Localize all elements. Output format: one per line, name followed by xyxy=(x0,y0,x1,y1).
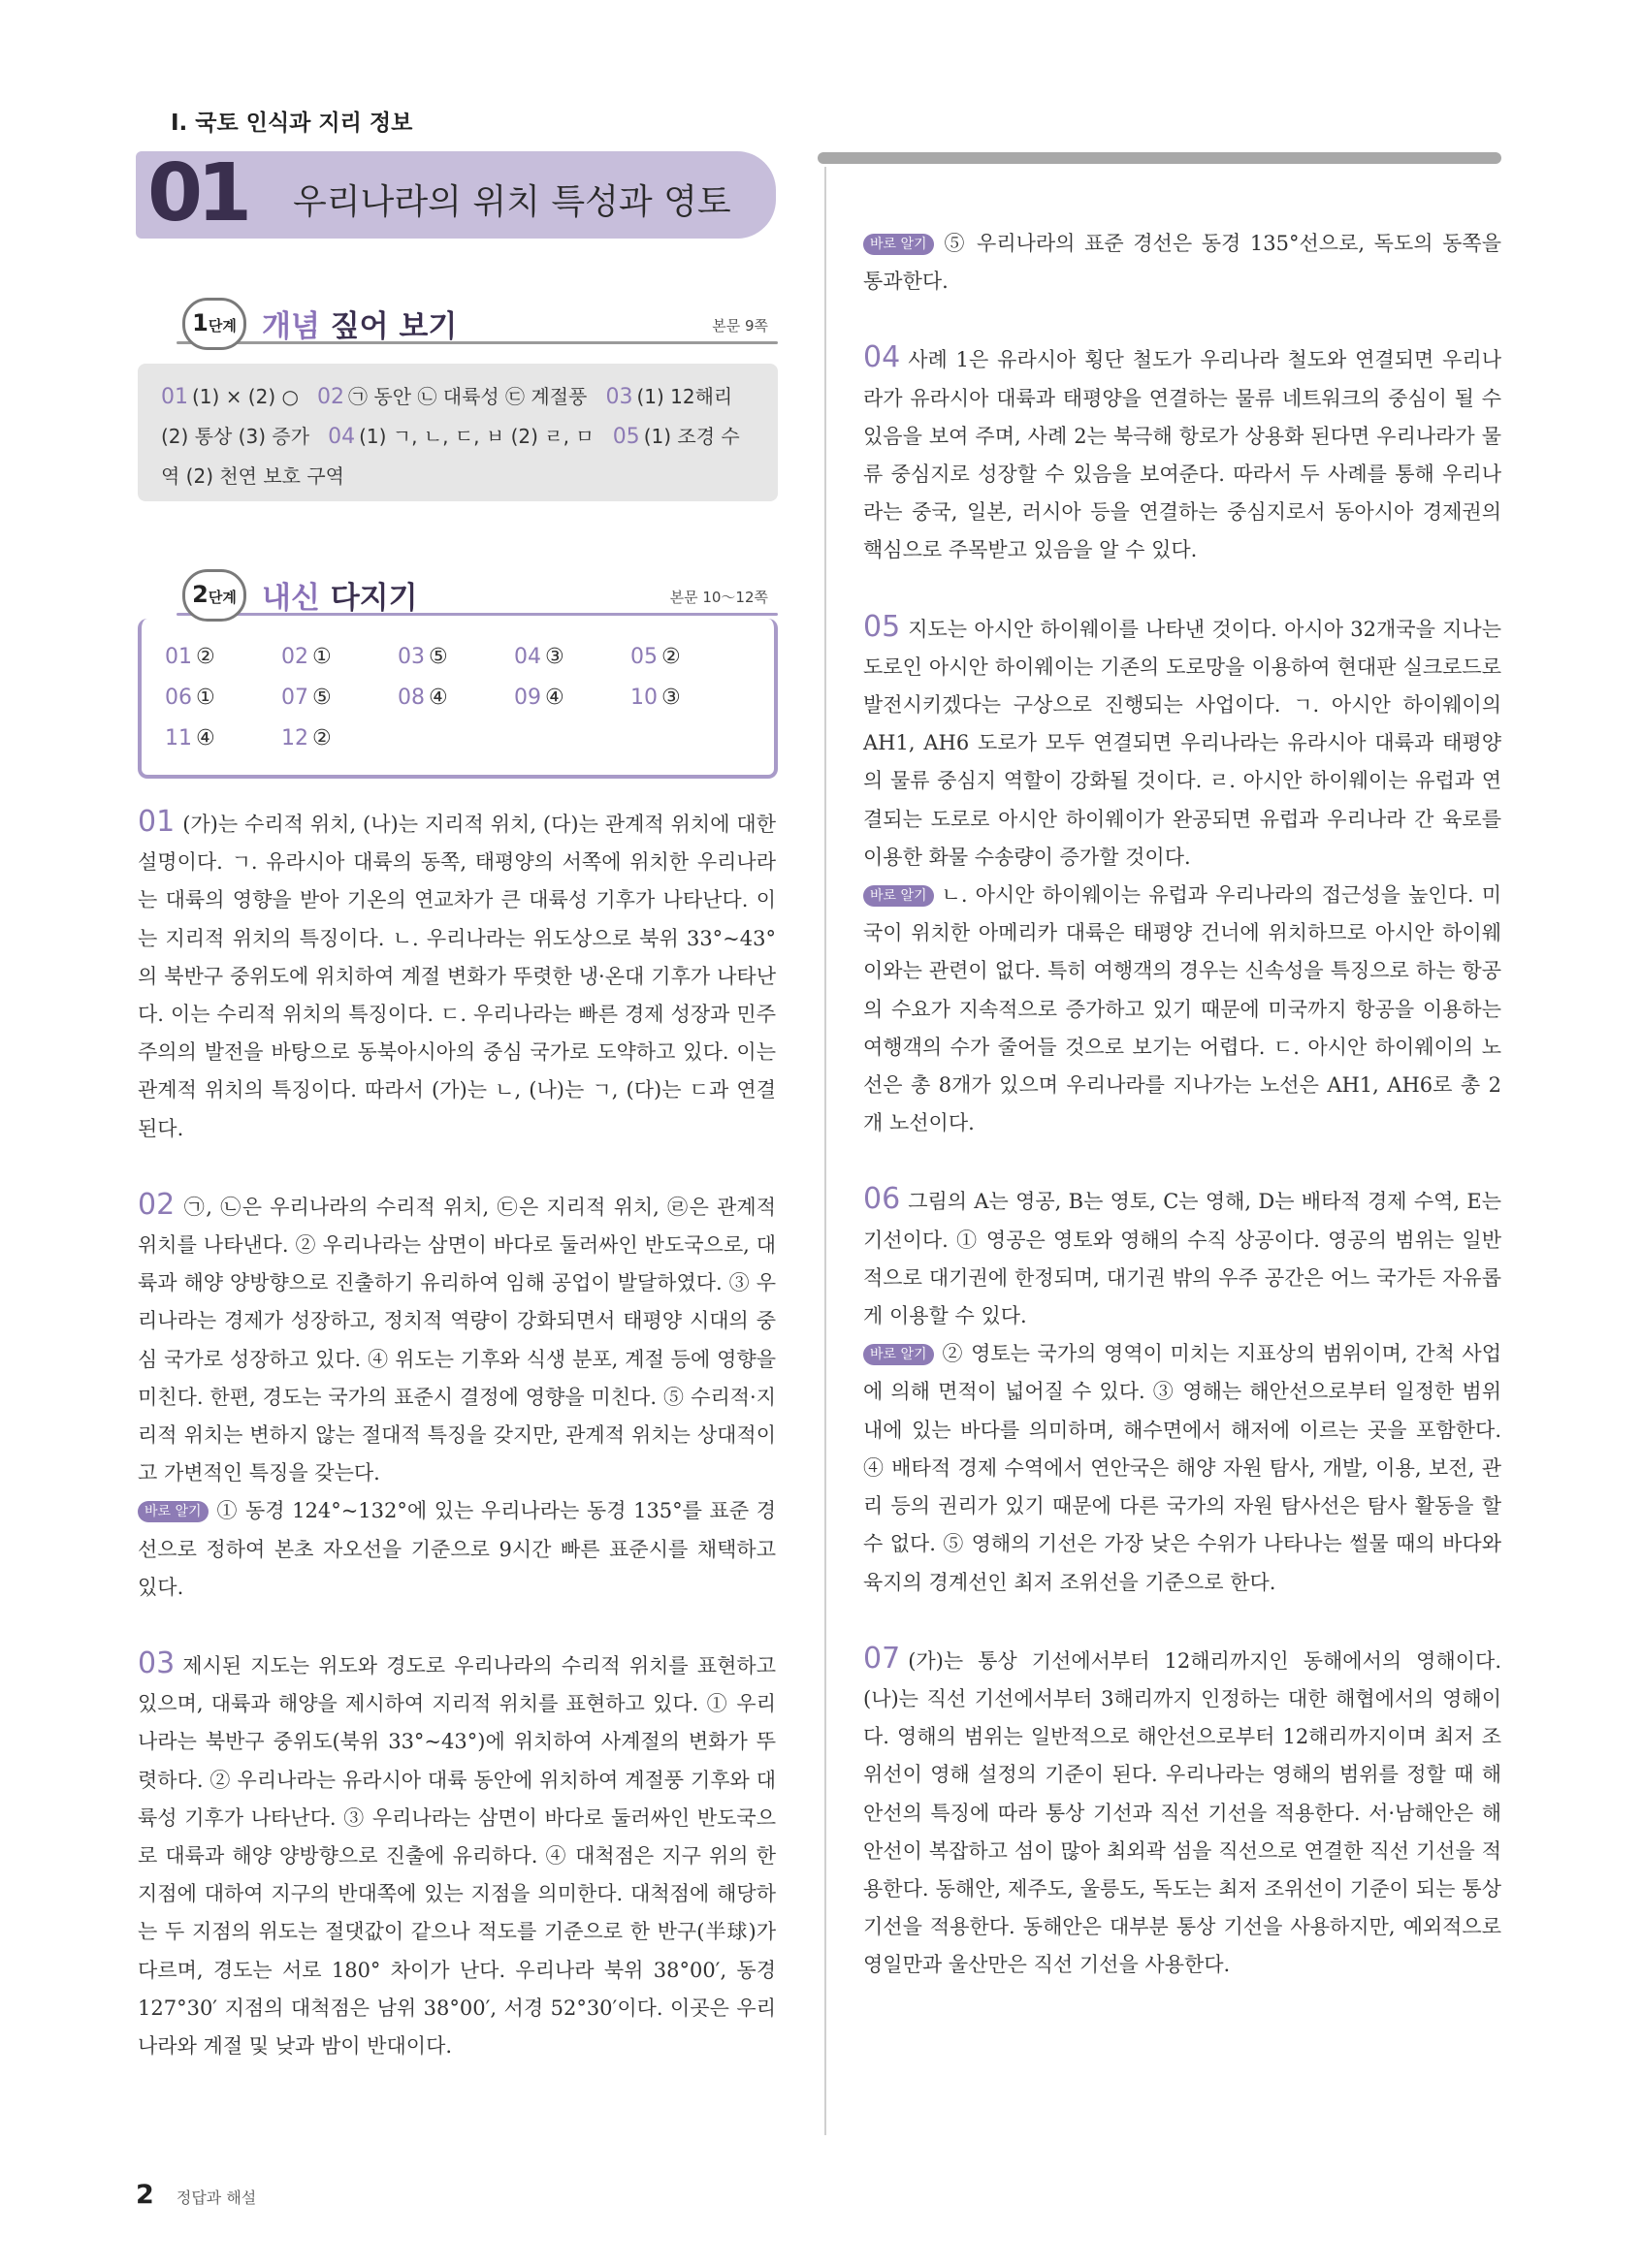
answer-cell: 11 ④ xyxy=(165,726,215,751)
question-number: 02 xyxy=(138,1187,176,1222)
step1-page-ref: 본문 9쪽 xyxy=(712,317,768,335)
answer-cell: 05 ② xyxy=(630,645,681,669)
step2-badge: 2단계 xyxy=(182,569,246,622)
step2-answer-box xyxy=(138,619,778,779)
correct-tag: 바로 알기 xyxy=(863,1344,934,1365)
step1-title: 개념 짚어 보기 xyxy=(262,309,458,344)
answer-cell: 09 ④ xyxy=(514,686,564,710)
right-column-top-bar xyxy=(818,152,1501,164)
question-number: 05 xyxy=(863,609,901,644)
answer-paragraph: 06 그림의 A는 영공, B는 영토, C는 영해, D는 배타적 경제 수역, E는 기선이다. ① 영공은 영토와 영해의 수직 상공이다. 영공의 범위는 일반적으로 대기권에 한정되며, 대기권 밖의 우주 공간은 어느 국가든 자유롭게 이용할 수 있다. 바로 알기 ② 영토는 국가의 영역이 미치는 지표상의 범위이며, 간척 사업에 의해 면적이 넓어질 수 있다. ③ 영해는 해안선으로부터 일정한 범위 내에 있는 바다를 의미하며, 해수면에서 해저에 이르는 곳을 포함한다. ④ 배타적 경제 수역에서 연안국은 해양 자원 탐사, 개발, 이용, 보전, 관리 등의 권리가 있기 때문에 다른 국가의 자원 탐사선은 탐사 활동을 할 수 없다. ⑤ 영해의 기선은 가장 낮은 수위가 나타나는 썰물 때의 바다와 육지의 경계선인 최저 조위선을 기준으로 한다. xyxy=(863,1182,1501,1594)
question-number: 01 xyxy=(138,805,176,839)
step2-header xyxy=(138,567,778,625)
step2-page-ref: 본문 10～12쪽 xyxy=(669,589,768,606)
unit-title-banner xyxy=(136,147,776,240)
unit-title: 우리나라의 위치 특성과 영토 xyxy=(293,182,731,222)
answer-paragraph: 05 지도는 아시안 하이웨이를 나타낸 것이다. 아시아 32개국을 지나는 도로인 아시안 하이웨이는 기존의 도로망을 이용하여 현대판 실크로드로 발전시키겠다는 구상으로 진행되는 사업이다. ㄱ. 아시안 하이웨이의 AH1, AH6 도로가 모두 연결되면 우리나라는 유라시아 대륙과 태평양의 물류 중심지 역할이 강화될 것이다. ㄹ. 아시안 하이웨이는 유럽과 연결되는 도로로 아시안 하이웨이가 완공되면 유럽과 우리나라 간 육로를 이용한 화물 수송량이 증가할 것이다. 바로 알기 ㄴ. 아시안 하이웨이는 유럽과 우리나라의 접근성을 높인다. 미국이 위치한 아메리카 대륙은 태평양 건너에 위치하므로 아시안 하이웨이와는 관련이 없다. 특히 여행객의 경우는 신속성을 특징으로 하는 항공의 수요가 지속적으로 증가하고 있기 때문에 미국까지 항공을 이용하는 여행객의 수가 줄어들 것으로 보기는 어렵다. ㄷ. 아시안 하이웨이의 노선은 총 8개가 있으며 우리나라를 지나가는 노선은 AH1, AH6로 총 2개 노선이다. xyxy=(863,609,1501,1135)
answer-cell: 08 ④ xyxy=(398,686,448,710)
answer-paragraph: 02 ㉠, ㉡은 우리나라의 수리적 위치, ㉢은 지리적 위치, ㉣은 관계적 위치를 나타낸다. ② 우리나라는 삼면이 바다로 둘러싸인 반도국으로, 대륙과 해양 양방향으로 진출하기 유리하여 임해 공업이 발달하였다. ③ 우리나라는 경제가 성장하고, 정치적 역량이 강화되면서 태평양 시대의 중심 국가로 성장하고 있다. ④ 위도는 기후와 식생 분포, 계절 등에 영향을 미친다. 한편, 경도는 국가의 표준시 결정에 영향을 미친다. ⑤ 수리적·지리적 위치는 변하지 않는 절대적 특징을 갖지만, 관계적 위치는 상대적이고 가변적인 특징을 갖는다. 바로 알기 ① 동경 124°~132°에 있는 우리나라는 동경 135°를 표준 경선으로 정하여 본초 자오선을 기준으로 9시간 빠른 표준시를 채택하고 있다. xyxy=(138,1187,776,1599)
answer-cell: 12 ② xyxy=(281,726,332,751)
answer-paragraph: 바로 알기 ⑤ 우리나라의 표준 경선은 동경 135°선으로, 독도의 동쪽을 통과한다. xyxy=(863,232,1501,294)
answer-paragraph: 01 (가)는 수리적 위치, (나)는 지리적 위치, (다)는 관계적 위치에 대한 설명이다. ㄱ. 유라시아 대륙의 동쪽, 태평양의 서쪽에 위치한 우리나라는 대륙의 영향을 받아 기온의 연교차가 큰 대륙성 기후가 나타난다. 이는 지리적 위치의 특징이다. ㄴ. 우리나라는 위도상으로 북위 33°~43°의 북반구 중위도에 위치하여 계절 변화가 뚜렷한 냉·온대 기후가 나타난다. 이는 수리적 위치의 특징이다. ㄷ. 우리나라는 빠른 경제 성장과 민주주의의 발전을 바탕으로 동북아시아의 중심 국가로 도약하고 있다. 이는 관계적 위치의 특징이다. 따라서 (가)는 ㄴ, (나)는 ㄱ, (다)는 ㄷ과 연결된다. xyxy=(138,805,776,1140)
step1-header xyxy=(138,296,778,354)
unit-number: 01 xyxy=(147,147,247,240)
page-footer xyxy=(136,2180,256,2210)
answer-cell: 03 ⑤ xyxy=(398,645,448,669)
answer-cell: 01 ② xyxy=(165,645,215,669)
answer-cell: 06 ① xyxy=(165,686,215,710)
correct-tag: 바로 알기 xyxy=(863,885,934,907)
right-column xyxy=(863,225,1501,2023)
step2-title: 내신 다지기 xyxy=(262,581,418,616)
step1-answers: 01 (1) × (2) ○ 02 ㉠ 동안 ㉡ 대륙성 ㉢ 계절풍 03 (1) 12해리 (2) 통상 (3) 증가 04 (1) ㄱ, ㄴ, ㄷ, ㅂ (2) ㄹ, ㅁ 05 (1) 조경 수역 (2) 천연 보호 구역 xyxy=(161,385,740,488)
column-divider xyxy=(824,167,826,2135)
question-number: 03 xyxy=(138,1646,176,1681)
answer-cell: 04 ③ xyxy=(514,645,564,669)
answer-paragraph: 03 제시된 지도는 위도와 경도로 우리나라의 수리적 위치를 표현하고 있으며, 대륙과 해양을 제시하여 지리적 위치를 표현하고 있다. ① 우리나라는 북반구 중위도(북위 33°~43°)에 위치하여 사계절의 변화가 뚜렷하다. ② 우리나라는 유라시아 대륙 동안에 위치하여 계절풍 기후와 대륙성 기후가 나타난다. ③ 우리나라는 삼면이 바다로 둘러싸인 반도국으로 대륙과 해양 양방향으로 진출에 유리하다. ④ 대척점은 지구 위의 한 지점에 대하여 지구의 반대쪽에 있는 지점을 의미한다. 대척점에 해당하는 두 지점의 위도는 절댓값이 같으나 적도를 기준으로 한 반구(半球)가 다르며, 경도는 서로 180° 차이가 난다. 우리나라 북위 38°00′, 동경 127°30′ 지점의 대척점은 남위 38°00′, 서경 52°30′이다. 이곳은 우리나라와 계절 및 낮과 밤이 반대이다. xyxy=(138,1646,776,2059)
left-column xyxy=(138,803,776,2103)
step1-answer-box xyxy=(138,364,778,501)
correct-tag: 바로 알기 xyxy=(138,1501,209,1522)
step2-answer-grid xyxy=(165,640,747,756)
page-number: 2 xyxy=(136,2180,154,2210)
question-number: 06 xyxy=(863,1182,901,1217)
correct-tag: 바로 알기 xyxy=(863,234,934,255)
answer-cell: 07 ⑤ xyxy=(281,686,332,710)
question-number: 04 xyxy=(863,340,901,375)
answer-paragraph: 07 (가)는 통상 기선에서부터 12해리까지인 동해에서의 영해이다. (나)는 직선 기선에서부터 3해리까지 인정하는 대한 해협에서의 영해이다. 영해의 범위는 일반적으로 해안선으로부터 12해리까지이며 최저 조위선이 영해 설정의 기준이 된다. 우리나라는 영해의 범위를 정할 때 해안선의 특징에 따라 통상 기선과 직선 기선을 적용한다. 서·남해안은 해안선이 복잡하고 섬이 많아 최외곽 섬을 직선으로 연결한 직선 기선을 적용한다. 동해안, 제주도, 울릉도, 독도는 최저 조위선이 기준이 되는 통상 기선을 적용한다. 동해안은 대부분 통상 기선을 사용하지만, 예외적으로 영일만과 울산만은 직선 기선을 사용한다. xyxy=(863,1641,1501,1977)
answer-paragraph: 04 사례 1은 유라시아 횡단 철도가 우리나라 철도와 연결되면 우리나라가 유라시아 대륙과 태평양을 연결하는 물류 네트워크의 중심이 될 수 있음을 보여 주며, 사례 2는 북극해 항로가 상용화 된다면 우리나라가 물류 중심지로 성장할 수 있음을 보여준다. 따라서 두 사례를 통해 우리나라는 중국, 일본, 러시아 등을 연결하는 중심지로서 동아시아 경제권의 핵심으로 주목받고 있음을 알 수 있다. xyxy=(863,340,1501,562)
step1-badge: 1단계 xyxy=(182,298,246,350)
question-number: 07 xyxy=(863,1641,901,1676)
answer-cell: 10 ③ xyxy=(630,686,681,710)
section-label: I. 국토 인식과 지리 정보 xyxy=(171,111,413,136)
footer-label: 정답과 해설 xyxy=(176,2188,257,2207)
answer-cell: 02 ① xyxy=(281,645,332,669)
